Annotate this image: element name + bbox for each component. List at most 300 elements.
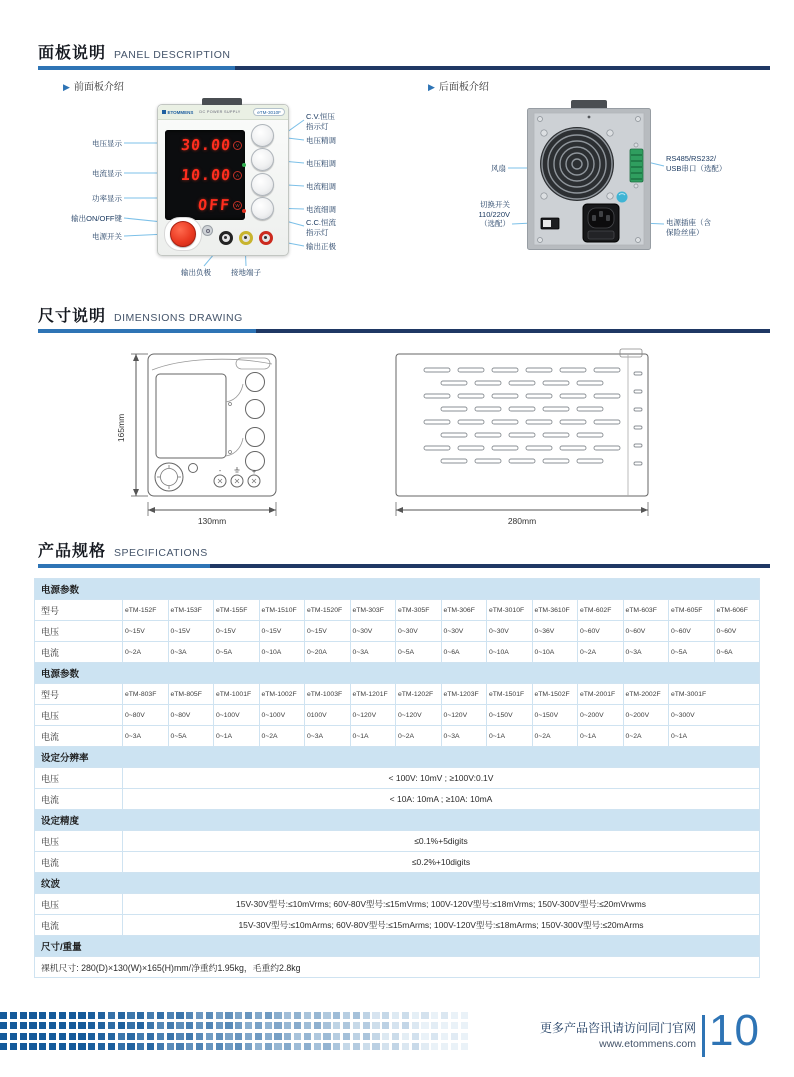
footer-dot (382, 1012, 389, 1019)
spec-cell: eTM-1203F (441, 684, 487, 705)
spec-value: 15V-30V型号:≤10mArms; 60V-80V型号:≤15mArms; 100V-120V型号:≤18mArms; 150V-300V型号:≤20mArms (123, 915, 760, 936)
footer-dot (304, 1033, 311, 1040)
footer-dot (167, 1022, 174, 1029)
spec-value: < 10A: 10mA ; ≥10A: 10mA (123, 789, 760, 810)
spec-cell: 0~150V (487, 705, 533, 726)
footer-dot (421, 1022, 428, 1029)
front-header-strip (158, 105, 288, 120)
footer-dot (304, 1043, 311, 1050)
footer-dot (137, 1022, 144, 1029)
spec-cell: 0~10A (487, 642, 533, 663)
product-type-label: DC POWER SUPPLY (199, 110, 241, 114)
footer-dot (0, 1043, 7, 1050)
footer-dot (343, 1012, 350, 1019)
footer-dot (245, 1033, 252, 1040)
footer-dot (265, 1033, 272, 1040)
footer-dot (294, 1033, 301, 1040)
footer-dot (412, 1043, 419, 1050)
footer-dot-pattern (0, 1012, 480, 1056)
watt-unit-icon: W (233, 201, 242, 210)
spec-cell: 0~10A (532, 642, 578, 663)
spec-cell: 0~20A (305, 642, 351, 663)
spec-cell: 0~15V (305, 621, 351, 642)
cc-line1: C.C.恒流 (306, 218, 336, 227)
callout-output-positive: 输出正极 (306, 242, 336, 251)
triangle-marker-icon: ▶ (63, 82, 70, 92)
spec-cell: eTM-2002F (623, 684, 669, 705)
spec-cell: 0~80V (168, 705, 214, 726)
footer-dot (333, 1022, 340, 1029)
callout-output-onoff: 输出ON/OFF键 (71, 214, 122, 223)
front-panel-heading (63, 78, 124, 93)
serial-line2: USB串口（选配） (666, 163, 727, 173)
footer-dot (392, 1022, 399, 1029)
output-onoff-button (202, 225, 213, 236)
footer-dot (39, 1043, 46, 1050)
footer-dot (29, 1033, 36, 1040)
footer-dot (353, 1033, 360, 1040)
spec-cell: eTM-305F (396, 600, 442, 621)
spec-cell: 0~15V (168, 621, 214, 642)
dimensions-title-zh: 尺寸说明 (38, 308, 107, 325)
cv-indicator-led (242, 163, 246, 167)
switch-line1: 切换开关 (480, 200, 510, 209)
footer-dot (29, 1022, 36, 1029)
cv-line1: C.V.恒压 (306, 112, 335, 121)
footer-dot (284, 1043, 291, 1050)
svg-text:+: + (251, 469, 257, 476)
specifications-table-container (34, 578, 760, 978)
led-display (165, 130, 245, 220)
power-inlet-socket (583, 204, 619, 242)
footer-dot (274, 1033, 281, 1040)
current-readout: 10.00 (180, 166, 232, 184)
footer-dot (29, 1012, 36, 1019)
footer-dot (127, 1012, 134, 1019)
spec-cell: 0~2A (623, 726, 669, 747)
footer-dot (235, 1043, 242, 1050)
spec-cell: 0~15V (259, 621, 305, 642)
footer-dot (372, 1012, 379, 1019)
spec-cell: eTM-152F (123, 600, 169, 621)
cc-indicator-led (242, 209, 246, 213)
spec-cell: 0~2A (578, 642, 624, 663)
footer-dot (372, 1033, 379, 1040)
footer-dot (265, 1012, 272, 1019)
spec-cell: eTM-805F (168, 684, 214, 705)
footer-dot (39, 1022, 46, 1029)
footer-dot (59, 1043, 66, 1050)
spec-cell: 0~1A (214, 726, 260, 747)
triangle-marker-icon: ▶ (428, 82, 435, 92)
table-row (35, 915, 760, 936)
footer-divider (702, 1015, 705, 1057)
spec-cell: 0~3A (123, 726, 169, 747)
voltage-readout-row (165, 130, 245, 160)
table-row (35, 831, 760, 852)
footer-dot (137, 1033, 144, 1040)
footer-dot (127, 1033, 134, 1040)
footer-dot (225, 1012, 232, 1019)
footer-dot (167, 1043, 174, 1050)
spec-cell: 0~60V (578, 621, 624, 642)
footer-dot (20, 1012, 27, 1019)
spec-value: < 100V: 10mV ; ≥100V:0.1V (123, 768, 760, 789)
footer-dot (206, 1012, 213, 1019)
spec-cell: 0~3A (623, 642, 669, 663)
footer-dot (304, 1022, 311, 1029)
callout-serial-port (666, 154, 726, 173)
spec-cell: eTM-1501F (487, 684, 533, 705)
voltage-selector-switch (541, 218, 559, 229)
section-rule (38, 564, 770, 568)
footer-dot (49, 1012, 56, 1019)
footer-dot (382, 1022, 389, 1029)
spec-cell: 0~100V (259, 705, 305, 726)
spec-cell: 0~3A (305, 726, 351, 747)
callout-ground-terminal: 接地端子 (231, 268, 261, 277)
footer-dot (0, 1022, 7, 1029)
spec-cell: 0~36V (532, 621, 578, 642)
footer-dot (157, 1033, 164, 1040)
spec-cell: eTM-1520F (305, 600, 351, 621)
footer-dot (235, 1012, 242, 1019)
footer-dot (245, 1012, 252, 1019)
spec-cell: eTM-1201F (350, 684, 396, 705)
callout-power-switch: 电源开关 (92, 232, 122, 241)
footer-dot (294, 1012, 301, 1019)
callout-current-fine: 电流细调 (306, 205, 336, 214)
footer-dot (284, 1033, 291, 1040)
footer-dot (49, 1043, 56, 1050)
footer-dot (127, 1043, 134, 1050)
footer-dot (147, 1022, 154, 1029)
table-row (35, 621, 760, 642)
footer-dot (196, 1033, 203, 1040)
footer-dot (29, 1043, 36, 1050)
callout-voltage-display: 电压显示 (92, 139, 122, 148)
footer-dot (176, 1033, 183, 1040)
footer-dot (372, 1022, 379, 1029)
spec-value-full: 裸机尺寸: 280(D)×130(W)×165(H)mm/净重约1.95kg，毛重约2.8kg (35, 957, 760, 978)
spec-cell: eTM-602F (578, 600, 624, 621)
spec-cell: 0~60V (714, 621, 760, 642)
footer-dot (245, 1043, 252, 1050)
footer-dot (245, 1022, 252, 1029)
footer-dot (147, 1043, 154, 1050)
footer-dot (265, 1043, 272, 1050)
footer-dot (186, 1043, 193, 1050)
spec-cell: 0~100V (214, 705, 260, 726)
footer-dot (20, 1022, 27, 1029)
footer-dot (323, 1043, 330, 1050)
footer-dot (78, 1043, 85, 1050)
row-label: 电压 (35, 894, 123, 915)
positive-terminal (259, 231, 273, 245)
spec-cell: 0~3A (350, 642, 396, 663)
footer-dot (421, 1033, 428, 1040)
callout-cc-indicator (306, 218, 336, 237)
callout-current-display: 电流显示 (92, 169, 122, 178)
front-width-dim: 130mm (197, 516, 227, 526)
spec-value: 15V-30V型号:≤10mVrms; 60V-80V型号:≤15mVrms; 100V-120V型号:≤18mVrms; 150V-300V型号:≤20mVrwms (123, 894, 760, 915)
footer-dot (333, 1012, 340, 1019)
footer-dot (147, 1012, 154, 1019)
spec-cell: eTM-3010F (487, 600, 533, 621)
front-panel-figure (34, 76, 394, 300)
row-label: 电流 (35, 852, 123, 873)
footer-dot (421, 1043, 428, 1050)
spec-cell: 0~200V (578, 705, 624, 726)
spec-cell: 0~60V (623, 621, 669, 642)
spec-cell: eTM-3001F (669, 684, 760, 705)
footer-dot (147, 1033, 154, 1040)
footer-dot (49, 1033, 56, 1040)
spec-cell: eTM-1510F (259, 600, 305, 621)
footer-dot (20, 1043, 27, 1050)
table-group-header: 电源参数 (35, 579, 760, 600)
footer-dot (206, 1043, 213, 1050)
spec-cell: eTM-1202F (396, 684, 442, 705)
amp-unit-icon: A (233, 171, 242, 180)
footer-dot (176, 1022, 183, 1029)
footer-dot (392, 1033, 399, 1040)
spec-cell: 0~60V (669, 621, 715, 642)
spec-cell: 0~3A (168, 642, 214, 663)
footer-dot (323, 1012, 330, 1019)
footer-dot (118, 1012, 125, 1019)
current-coarse-knob (251, 173, 274, 196)
rear-panel-heading-text: 后面板介绍 (438, 82, 489, 93)
footer-dot (69, 1043, 76, 1050)
rear-panel-heading (428, 78, 489, 93)
spec-cell: eTM-1001F (214, 684, 260, 705)
voltage-fine-knob (251, 124, 274, 147)
footer-dot (206, 1033, 213, 1040)
footer-dot (98, 1012, 105, 1019)
footer-dot (255, 1033, 262, 1040)
table-row (35, 705, 760, 726)
row-label: 电流 (35, 789, 123, 810)
footer-dot (98, 1022, 105, 1029)
table-group-header: 纹波 (35, 873, 760, 894)
serial-port-connector (630, 143, 643, 188)
spec-cell: eTM-605F (669, 600, 715, 621)
footer-dot (108, 1033, 115, 1040)
footer-dot (274, 1012, 281, 1019)
footer-dot (255, 1012, 262, 1019)
spec-cell: 0~5A (396, 642, 442, 663)
footer-dot (382, 1033, 389, 1040)
footer-dot (118, 1043, 125, 1050)
spec-cell: 0~120V (350, 705, 396, 726)
dimensions-section-header (38, 303, 770, 333)
current-readout-row (165, 160, 245, 190)
footer-dot (216, 1033, 223, 1040)
cv-line2: 指示灯 (306, 121, 329, 131)
cc-line2: 指示灯 (306, 227, 329, 237)
footer-dot (294, 1022, 301, 1029)
spec-cell: eTM-2001F (578, 684, 624, 705)
socket-line2: 保险丝座） (666, 227, 704, 237)
spec-cell: 0~6A (714, 642, 760, 663)
footer-dot (78, 1012, 85, 1019)
footer-dot (274, 1043, 281, 1050)
footer-dot (69, 1033, 76, 1040)
callout-power-display: 功率显示 (92, 194, 122, 203)
spec-cell: 0~15V (123, 621, 169, 642)
footer-dot (108, 1043, 115, 1050)
serial-line1: RS485/RS232/ (666, 154, 717, 163)
spec-cell: eTM-306F (441, 600, 487, 621)
spec-cell: 0~1A (350, 726, 396, 747)
table-row (35, 642, 760, 663)
row-label: 型号 (35, 684, 123, 705)
fan-grille (540, 127, 614, 201)
row-label: 电流 (35, 642, 123, 663)
table-row (35, 684, 760, 705)
footer-dot (421, 1012, 428, 1019)
brand-text: ETOMMENS (167, 109, 194, 115)
footer-dot (196, 1043, 203, 1050)
footer-dot (0, 1012, 7, 1019)
spec-cell: eTM-153F (168, 600, 214, 621)
footer-dot (225, 1043, 232, 1050)
power-switch-button (170, 221, 196, 247)
spec-cell: eTM-1002F (259, 684, 305, 705)
spec-cell: 0~2A (259, 726, 305, 747)
footer-dot (235, 1022, 242, 1029)
footer-dot (167, 1033, 174, 1040)
footer-dot (196, 1022, 203, 1029)
spec-cell: eTM-603F (623, 600, 669, 621)
footer-dot (363, 1012, 370, 1019)
power-supply-rear-view (527, 100, 651, 252)
footer-dot (20, 1033, 27, 1040)
spec-cell: 0~300V (669, 705, 760, 726)
footer-dot (39, 1033, 46, 1040)
row-label: 型号 (35, 600, 123, 621)
table-row (35, 852, 760, 873)
table-row (35, 957, 760, 978)
brand-logo (162, 110, 193, 115)
table-group-header: 尺寸/重量 (35, 936, 760, 957)
spec-cell: 0~2A (532, 726, 578, 747)
switch-line3: （选配） (480, 219, 510, 228)
footer-dot (314, 1012, 321, 1019)
table-row (35, 789, 760, 810)
footer-dot (225, 1022, 232, 1029)
footer-dot (323, 1022, 330, 1029)
power-readout: OFF (197, 196, 232, 214)
footer-dot (0, 1033, 7, 1040)
callout-voltage-switch (428, 200, 510, 229)
spec-cell: 0~1A (669, 726, 760, 747)
footer-dot (333, 1033, 340, 1040)
switch-line2: 110/220V (478, 209, 510, 219)
specs-title-en: SPECIFICATIONS (114, 547, 208, 559)
footer-dot (157, 1043, 164, 1050)
footer-dot (88, 1043, 95, 1050)
footer-dot (98, 1043, 105, 1050)
footer-dot (216, 1043, 223, 1050)
spec-cell: 0100V (305, 705, 351, 726)
callout-power-socket (666, 218, 711, 237)
power-supply-front-view (157, 104, 289, 256)
footer-dot (59, 1033, 66, 1040)
footer-dot (363, 1033, 370, 1040)
footer-text-block (430, 1019, 696, 1050)
footer-dot (392, 1012, 399, 1019)
spec-cell: eTM-155F (214, 600, 260, 621)
specs-section-header (38, 538, 770, 568)
footer-dot (255, 1043, 262, 1050)
footer-dot (108, 1012, 115, 1019)
spec-cell: eTM-1003F (305, 684, 351, 705)
footer-dot (127, 1022, 134, 1029)
spec-cell: eTM-303F (350, 600, 396, 621)
footer-dot (88, 1022, 95, 1029)
row-label: 电压 (35, 768, 123, 789)
footer-dot (157, 1022, 164, 1029)
table-group-header: 电源参数 (35, 663, 760, 684)
specifications-table (34, 578, 760, 978)
row-label: 电流 (35, 726, 123, 747)
footer-dot (353, 1022, 360, 1029)
footer-dot (274, 1022, 281, 1029)
spec-cell: eTM-606F (714, 600, 760, 621)
footer-dot (382, 1043, 389, 1050)
footer-dot (392, 1043, 399, 1050)
footer-dot (284, 1022, 291, 1029)
logo-square-icon (162, 110, 166, 114)
footer-dot (10, 1033, 17, 1040)
spec-cell: 0~200V (623, 705, 669, 726)
power-readout-row (165, 190, 245, 220)
footer-dot (363, 1022, 370, 1029)
spec-cell: 0~1A (578, 726, 624, 747)
footer-dot (88, 1012, 95, 1019)
section-rule (38, 66, 770, 70)
footer-dot (333, 1043, 340, 1050)
voltage-readout: 30.00 (180, 136, 232, 154)
spec-cell: eTM-3610F (532, 600, 578, 621)
footer-website: www.etommens.com (599, 1038, 696, 1050)
footer-dot (176, 1043, 183, 1050)
footer-dot (402, 1022, 409, 1029)
table-row (35, 768, 760, 789)
table-row (35, 600, 760, 621)
callout-voltage-fine: 电压精调 (306, 136, 336, 145)
footer-dot (78, 1022, 85, 1029)
callout-voltage-coarse: 电压粗调 (306, 159, 336, 168)
spec-cell: 0~2A (396, 726, 442, 747)
footer-dot (176, 1012, 183, 1019)
voltage-coarse-knob (251, 148, 274, 171)
callout-cv-indicator (306, 112, 335, 131)
table-row (35, 894, 760, 915)
table-group-header: 设定精度 (35, 810, 760, 831)
footer-dot (88, 1033, 95, 1040)
footer-dot (343, 1022, 350, 1029)
panel-title-zh: 面板说明 (38, 45, 107, 62)
spec-cell: 0~10A (259, 642, 305, 663)
footer-dot (78, 1033, 85, 1040)
footer-dot (196, 1012, 203, 1019)
footer-dot (186, 1022, 193, 1029)
footer-dot (284, 1012, 291, 1019)
spec-cell: 0~2A (123, 642, 169, 663)
